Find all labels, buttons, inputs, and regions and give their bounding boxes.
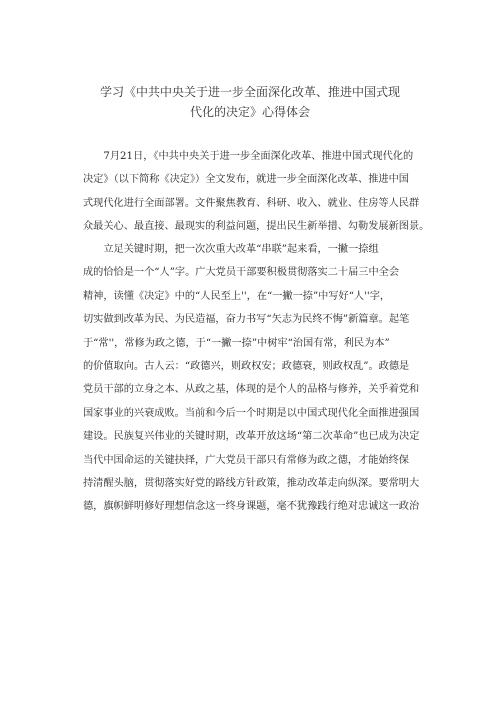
paragraph-line: 众最关心、最直接、最现实的利益问题，提出民生新举措、勾勒发展新图景。 <box>83 221 430 233</box>
paragraph-line: 决定》（以下简称《决定》）全文发布，就进一步全面深化改革、推进中国 <box>83 174 409 186</box>
paragraph-body <box>83 238 435 519</box>
paragraph-line: 精神，读懂《决定》中的“人民至上''，在“一撇一捺”中写好“人''字， <box>83 290 391 302</box>
paragraph-line: 7月21日，《中共中央关于进一步全面深化改革、推进中国式现代化的 <box>83 151 414 162</box>
document-title-line-1: 学习《中共中央关于进一步全面深化改革、推进中国式现 <box>99 85 400 99</box>
document-title-line-2: 代化的决定》心得体会 <box>189 105 310 119</box>
paragraph-line: 德，旗帜鲜明修好理想信念这一终身课题，毫不犹豫践行绝对忠诚这一政治 <box>83 501 420 513</box>
paragraph-line: 的价值取向。古人云：“政德兴，则政权安；政德衰，则政权乱”。政德是 <box>83 361 410 373</box>
paragraph-line: 持清醒头脑，贯彻落实好党的路线方针政策，推动改革走向纵深。要常明大 <box>83 478 420 490</box>
paragraph-line: 切实做到改革为民、为民造福，奋力书写“矢志为民终不悔”新篇章。起笔 <box>83 314 410 326</box>
paragraph-line: 党员干部的立身之本、从政之基，体现的是个人的品格与修养，关乎着党和 <box>83 384 420 396</box>
paragraph-line: 当代中国命运的关键抉择，广大党员干部只有常修为政之德，才能始终保 <box>83 454 409 466</box>
paragraph-intro <box>83 145 435 239</box>
paragraph-line: 式现代化进行全面部署。文件聚焦教育、科研、收入、就业、住房等人民群 <box>83 197 420 209</box>
paragraph-line: 立足关键时期，把一次次重大改革“串联”起来看，一撇一捺组 <box>83 244 379 255</box>
paragraph-line: 成的恰恰是一个“人”字。广大党员干部要积极贯彻落实二十届三中全会 <box>83 267 400 279</box>
paragraph-line: 于“常''，常修为政之德，于“一撇一捺”中树牢“治国有常，利民为本” <box>83 337 390 349</box>
paragraph-line: 建设。民族复兴伟业的关键时期，改革开放这场“第二次革命”也已成为决定 <box>83 431 420 443</box>
paragraph-line: 国家事业的兴衰成败。当前和今后一个时期是以中国式现代化全面推进强国 <box>83 407 420 419</box>
